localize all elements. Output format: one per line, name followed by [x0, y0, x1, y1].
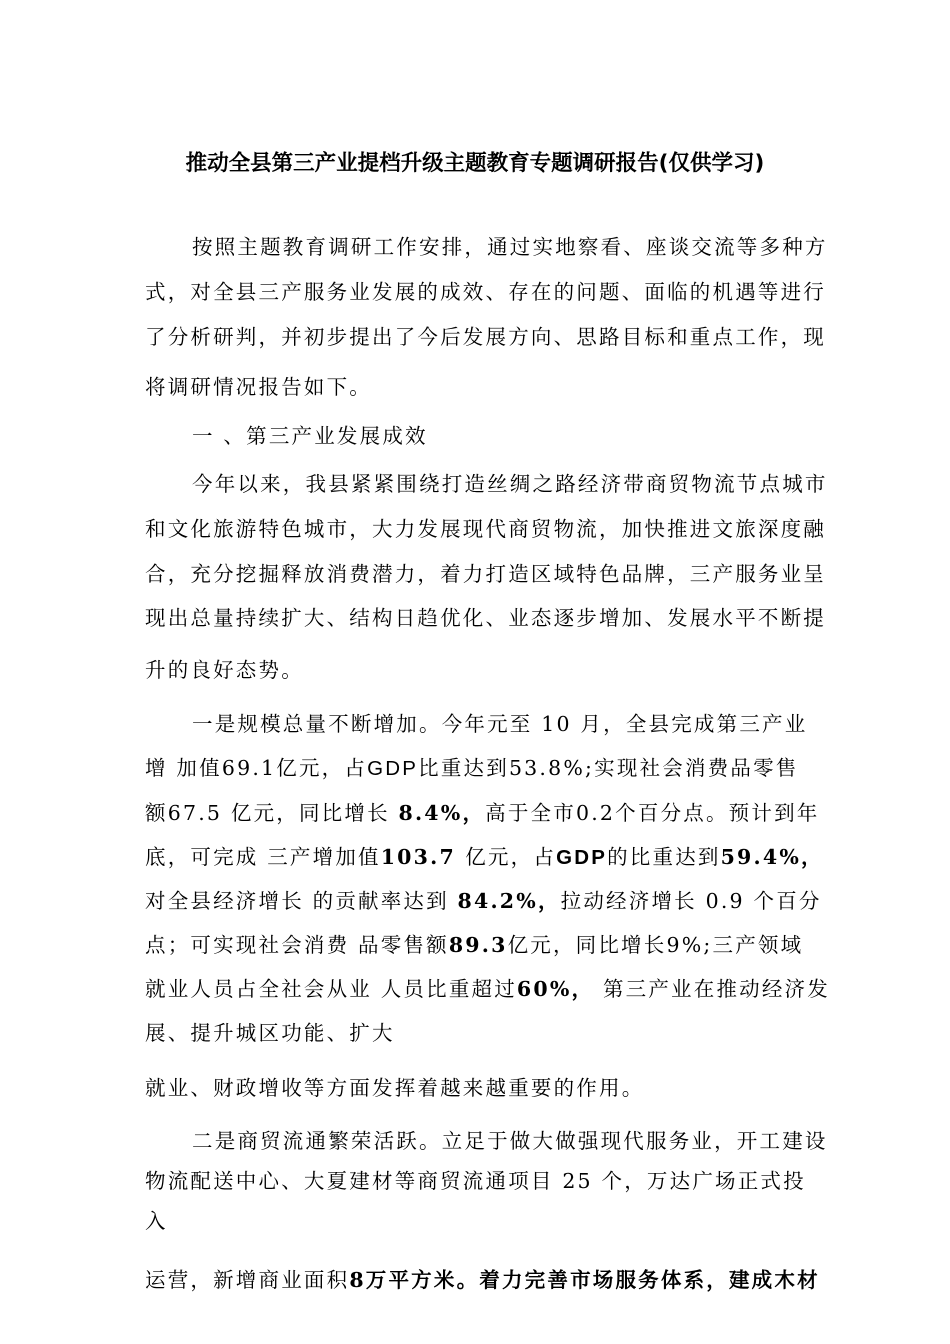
text-run: 亿元，占	[276, 756, 368, 780]
text-run: 89.3	[448, 933, 508, 957]
text-run: 53.8%;	[508, 756, 595, 780]
paragraph-line: 将调研情况报告如下。	[145, 375, 372, 399]
text-run: GDP	[556, 846, 608, 869]
text-run: GDP	[367, 757, 419, 780]
text-run: 着力完善市场服务体系，建成木材	[479, 1268, 820, 1292]
text-run: 万平方米。	[365, 1268, 480, 1292]
paragraph-line	[145, 842, 824, 873]
paragraph-line	[145, 1265, 820, 1295]
paragraph-line: 现出总量持续扩大、结构日趋优化、业态逐步增加、发展水平不断提	[145, 606, 826, 630]
paragraph-line: 二是商贸流通繁荣活跃。立足于做大做强现代服务业，开工建设	[192, 1129, 828, 1153]
text-run: 103.7	[380, 845, 466, 869]
document-title: 推动全县第三产业提档升级主题教育专题调研报告(仅供学习)	[185, 151, 765, 176]
text-run: 第三产业在推动经济发	[594, 977, 830, 1001]
paragraph-line: 按照主题教育调研工作安排，通过实地察看、座谈交流等多种方	[192, 235, 828, 259]
text-run: 69.1	[221, 756, 277, 780]
paragraph-line: 式，对全县三产服务业发展的成效、存在的问题、面临的机遇等进行	[145, 280, 826, 304]
text-run: 对全县经济增长 的贡献率达到	[145, 889, 458, 913]
text-run: 亿元，同比增长	[507, 933, 667, 957]
paragraph-line: 入	[145, 1209, 168, 1233]
text-run: 点；可实现社会消费 品零售额	[145, 933, 449, 957]
text-run: 比重达到	[418, 756, 509, 780]
paragraph-line: 展、提升城区功能、扩大	[145, 1021, 395, 1045]
paragraph-line: 合，充分挖掘释放消费潜力，着力打造区域特色品牌，三产服务业呈	[145, 562, 826, 586]
text-run: 84.2%，	[457, 889, 561, 913]
text-run: 高于全市	[485, 801, 576, 825]
text-run: 个百分点。预计到年	[615, 801, 820, 825]
paragraph-line: 物流配送中心、大夏建材等商贸流通项目 25 个，万达广场正式投	[145, 1169, 806, 1193]
text-run: 8.4%，	[398, 801, 486, 825]
text-run: 就业人员占全社会从业 人员比重超过	[145, 977, 517, 1001]
text-run: 的比重达到	[607, 845, 721, 869]
text-run: 三产领域	[712, 933, 804, 957]
text-run: 60%，	[516, 977, 595, 1001]
paragraph-line: 一是规模总量不断增加。今年元至 10 月，全县完成第三产业	[192, 712, 808, 736]
text-run: 0.2	[575, 801, 616, 825]
paragraph-line: 升的良好态势。	[145, 658, 304, 682]
text-run: 9%;	[666, 933, 713, 957]
section-heading: 一 、第三产业发展成效	[192, 424, 428, 448]
paragraph-line: 就业、财政增收等方面发挥着越来越重要的作用。	[145, 1076, 645, 1100]
text-run: 亿元，占	[465, 845, 557, 869]
paragraph-line	[145, 930, 803, 960]
text-run: 亿元，同比增长	[230, 801, 399, 825]
paragraph-line	[145, 798, 819, 828]
text-run: 底，可完成 三产增加值	[145, 845, 381, 869]
paragraph-line	[145, 753, 798, 784]
text-run: 增 加值	[145, 756, 222, 780]
paragraph-line: 了分析研判，并初步提出了今后发展方向、思路目标和重点工作，现	[145, 325, 826, 349]
paragraph-line: 和文化旅游特色城市，大力发展现代商贸物流，加快推进文旅深度融	[145, 517, 826, 541]
text-run: 额	[145, 801, 168, 825]
paragraph-line	[145, 974, 830, 1004]
text-run: 67.5	[167, 801, 231, 825]
paragraph-line: 今年以来，我县紧紧围绕打造丝绸之路经济带商贸物流节点城市	[192, 472, 828, 496]
text-run: 59.4%，	[720, 845, 824, 869]
text-run: 运营，新增商业面积	[145, 1268, 350, 1292]
text-run: 8	[349, 1268, 366, 1292]
text-run: 拉动经济增长 0.9 个百分	[560, 889, 822, 913]
paragraph-line	[145, 886, 822, 916]
text-run: 实现社会消费品零售	[594, 756, 799, 780]
